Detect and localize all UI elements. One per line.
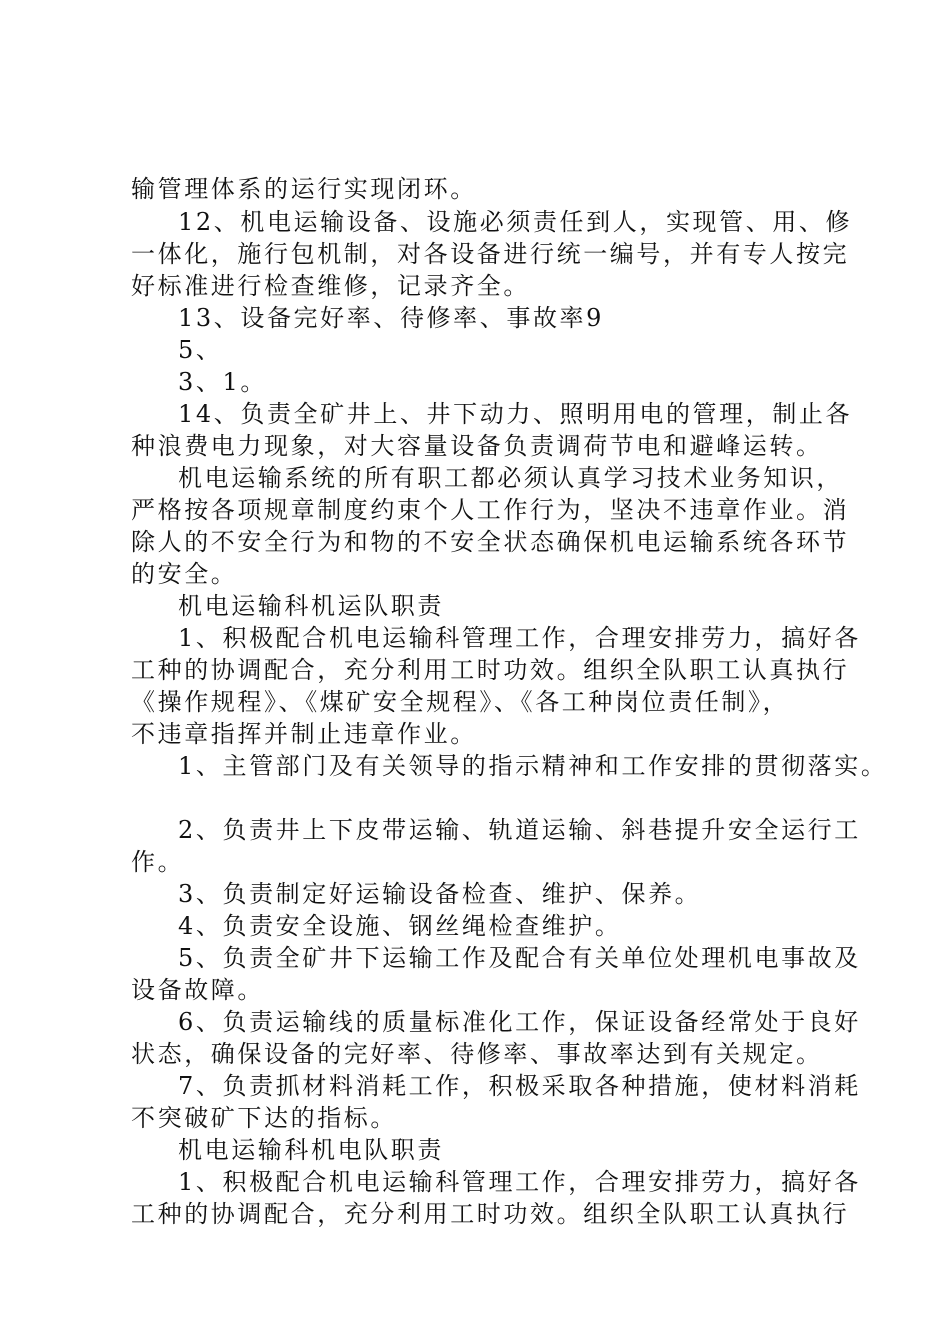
text-line: 3、1。 <box>178 368 267 396</box>
text-line: 工种的协调配合，充分利用工时功效。组织全队职工认真执行 <box>131 1200 850 1228</box>
text-line: 一体化，施行包机制，对各设备进行统一编号，并有专人按完 <box>131 240 850 268</box>
text-line: 严格按各项规章制度约束个人工作行为，坚决不违章作业。消 <box>131 496 850 524</box>
text-line: 13、设备完好率、待修率、事故率9 <box>178 304 605 332</box>
text-line: 机电运输系统的所有职工都必须认真学习技术业务知识， <box>178 464 843 492</box>
section-heading: 机电运输科机运队职责 <box>178 592 444 620</box>
text-line: 4、负责安全设施、钢丝绳检查维护。 <box>178 912 622 940</box>
text-line: 不违章指挥并制止违章作业。 <box>131 720 477 748</box>
text-line: 输管理体系的运行实现闭环。 <box>131 175 477 203</box>
text-line: 作。 <box>131 848 185 876</box>
text-line: 1、积极配合机电运输科管理工作，合理安排劳力，搞好各 <box>178 1168 861 1196</box>
text-line: 状态，确保设备的完好率、待修率、事故率达到有关规定。 <box>131 1040 823 1068</box>
text-line: 5、 <box>178 336 223 364</box>
text-line: 除人的不安全行为和物的不安全状态确保机电运输系统各环节 <box>131 528 850 556</box>
text-line: 设备故障。 <box>131 976 264 1004</box>
text-line: 的安全。 <box>131 560 238 588</box>
text-line: 1、积极配合机电运输科管理工作，合理安排劳力，搞好各 <box>178 624 861 652</box>
text-line: 3、负责制定好运输设备检查、维护、保养。 <box>178 880 702 908</box>
section-heading: 机电运输科机电队职责 <box>178 1136 444 1164</box>
text-line: 2、负责井上下皮带运输、轨道运输、斜巷提升安全运行工 <box>178 816 861 844</box>
text-line: 5、负责全矿井下运输工作及配合有关单位处理机电事故及 <box>178 944 861 972</box>
text-line: 1、主管部门及有关领导的指示精神和工作安排的贯彻落实。 <box>178 752 888 780</box>
text-line: 工种的协调配合，充分利用工时功效。组织全队职工认真执行 <box>131 656 850 684</box>
text-line: 好标准进行检查维修，记录齐全。 <box>131 272 530 300</box>
text-line: 《操作规程》、《煤矿安全规程》、《各工种岗位责任制》， <box>131 688 790 716</box>
text-line: 7、负责抓材料消耗工作，积极采取各种措施，使材料消耗 <box>178 1072 861 1100</box>
text-line: 14、负责全矿井上、井下动力、照明用电的管理，制止各 <box>178 400 853 428</box>
text-line: 不突破矿下达的指标。 <box>131 1104 397 1132</box>
text-line: 12、机电运输设备、设施必须责任到人，实现管、用、修 <box>178 208 853 236</box>
text-line: 种浪费电力现象，对大容量设备负责调荷节电和避峰运转。 <box>131 432 823 460</box>
text-line: 6、负责运输线的质量标准化工作，保证设备经常处于良好 <box>178 1008 861 1036</box>
